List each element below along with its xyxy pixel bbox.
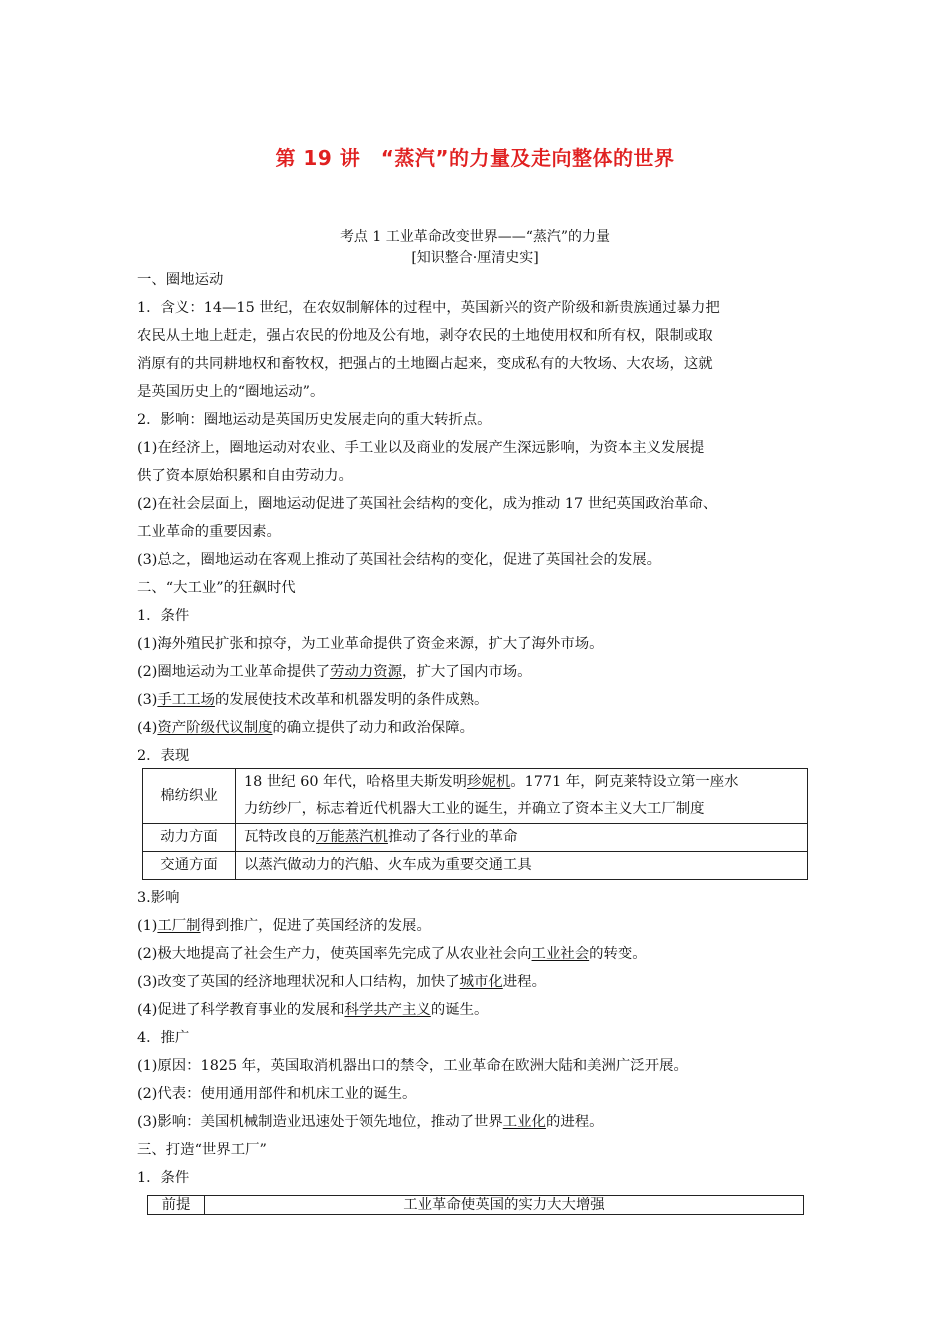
- table-cell-label: 棉纺织业: [143, 769, 236, 824]
- keyword-underlined: 工业化: [502, 1114, 546, 1130]
- paragraph-line: (3)改变了英国的经济地理状况和人口结构，加快了城市化进程。: [137, 974, 546, 990]
- paragraph-line: (2)代表：使用通用部件和机床工业的诞生。: [137, 1086, 417, 1102]
- paragraph-line: 消原有的共同耕地权和畜牧权，把强占的土地圈占起来，变成私有的大牧场、大农场，这就: [137, 356, 713, 372]
- table-cell: 以蒸汽做动力的汽船、火车成为重要交通工具: [236, 852, 808, 880]
- heading-enclosure: 一、圈地运动: [137, 272, 224, 288]
- subheading-impact: 3.影响: [137, 890, 180, 906]
- subheading-spread: 4．推广: [137, 1030, 190, 1046]
- paragraph-line: (1)海外殖民扩张和掠夺，为工业革命提供了资金来源，扩大了海外市场。: [137, 636, 604, 652]
- table-row: [143, 852, 808, 880]
- table-cell-label: 动力方面: [143, 824, 236, 852]
- paragraph-line: 供了资本原始积累和自由劳动力。: [137, 468, 353, 484]
- paragraph-line: (1)在经济上，圈地运动对农业、手工业以及商业的发展产生深远影响，为资本主义发展提: [137, 440, 705, 456]
- heading-world-factory: 三、打造“世界工厂”: [137, 1142, 267, 1158]
- section-subtitle: [知识整合·厘清史实]: [411, 250, 539, 266]
- keyword-underlined: 工厂制: [157, 918, 201, 934]
- paragraph-line: (3)总之，圈地运动在客观上推动了英国社会结构的变化，促进了英国社会的发展。: [137, 552, 662, 568]
- manifestation-table: [142, 768, 808, 880]
- table-row: [148, 1196, 804, 1215]
- keyword-underlined: 科学共产主义: [344, 1002, 431, 1018]
- paragraph-line: (3)影响：美国机械制造业迅速处于领先地位，推动了世界工业化的进程。: [137, 1114, 604, 1130]
- paragraph-line: (2)在社会层面上，圈地运动促进了英国社会结构的变化，成为推动 17 世纪英国政治革命、: [137, 496, 718, 512]
- page-title: 第 19 讲 “蒸汽”的力量及走向整体的世界: [275, 146, 675, 170]
- heading-industry: 二、“大工业”的狂飙时代: [137, 580, 296, 596]
- table-cell: 18 世纪 60 年代，哈格里夫斯发明珍妮机。1771 年，阿克莱特设立第一座水 力纺纱厂，标志着近代机器大工业的诞生，并确立了资本主义大工厂制度: [236, 769, 808, 824]
- paragraph-line: (1)原因：1825 年，英国取消机器出口的禁令，工业革命在欧洲大陆和美洲广泛开展。: [137, 1058, 688, 1074]
- paragraph-line: (2)圈地运动为工业革命提供了劳动力资源，扩大了国内市场。: [137, 664, 532, 680]
- paragraph-line: (1)工厂制得到推广，促进了英国经济的发展。: [137, 918, 431, 934]
- subheading-conditions: 1．条件: [137, 608, 190, 624]
- subheading-conditions: 1．条件: [137, 1170, 190, 1186]
- table-row: [143, 769, 808, 824]
- paragraph-line: (2)极大地提高了社会生产力，使英国率先完成了从农业社会向工业社会的转变。: [137, 946, 647, 962]
- keyword-underlined: 万能蒸汽机: [315, 829, 388, 845]
- paragraph-line: 农民从土地上赶走，强占农民的份地及公有地，剥夺农民的土地使用权和所有权，限制或取: [137, 328, 713, 344]
- table-cell: 工业革命使英国的实力大大增强: [205, 1196, 804, 1215]
- keyword-underlined: 工业社会: [531, 946, 590, 962]
- subheading-manifestation: 2．表现: [137, 748, 190, 764]
- keyword-underlined: 资产阶级代议制度: [157, 720, 273, 736]
- paragraph-line: (3)手工工场的发展使技术改革和机器发明的条件成熟。: [137, 692, 489, 708]
- keyword-underlined: 手工工场: [157, 692, 215, 708]
- paragraph-line: 1．含义：14—15 世纪，在农奴制解体的过程中，英国新兴的资产阶级和新贵族通过暴力把: [137, 300, 720, 316]
- paragraph-line: 工业革命的重要因素。: [137, 524, 281, 540]
- table-row: [143, 824, 808, 852]
- paragraph-line: (4)资产阶级代议制度的确立提供了动力和政治保障。: [137, 720, 475, 736]
- world-factory-table: [147, 1195, 804, 1215]
- paragraph-line: 是英国历史上的“圈地运动”。: [137, 384, 325, 400]
- keyword-underlined: 珍妮机: [467, 774, 511, 790]
- keyword-underlined: 劳动力资源: [330, 664, 403, 680]
- paragraph-line: 2．影响：圈地运动是英国历史发展走向的重大转折点。: [137, 412, 492, 428]
- table-cell-label: 前提: [148, 1196, 205, 1215]
- section-title: 考点 1 工业革命改变世界——“蒸汽”的力量: [339, 229, 611, 245]
- table-cell: 瓦特改良的万能蒸汽机推动了各行业的革命: [236, 824, 808, 852]
- keyword-underlined: 城市化: [459, 974, 503, 990]
- table-cell-label: 交通方面: [143, 852, 236, 880]
- paragraph-line: (4)促进了科学教育事业的发展和科学共产主义的诞生。: [137, 1002, 489, 1018]
